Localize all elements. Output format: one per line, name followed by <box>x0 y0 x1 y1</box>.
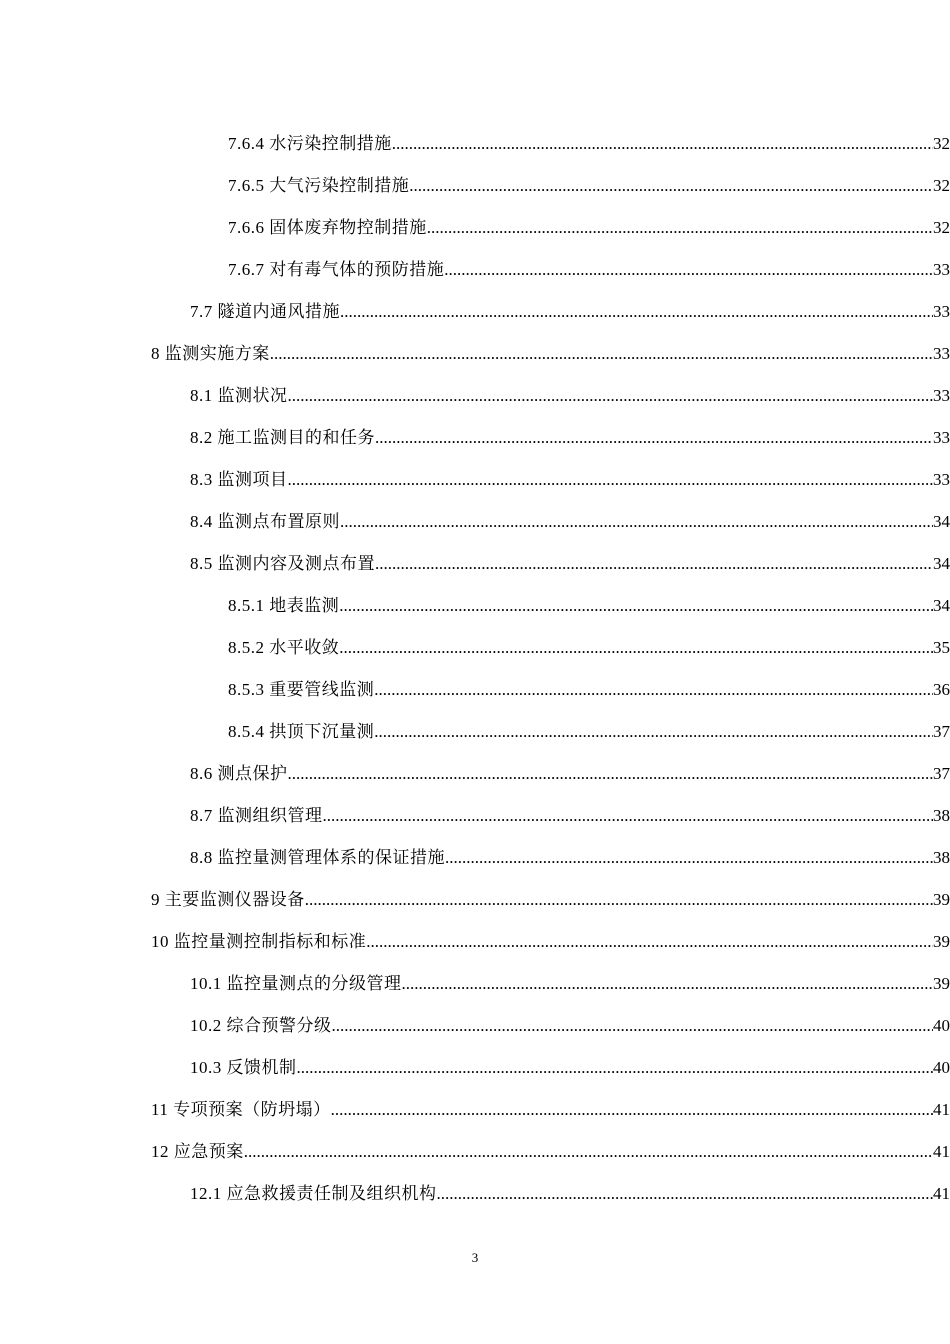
toc-dot-leader <box>402 974 934 994</box>
toc-entry-title: 8.6 测点保护 <box>190 763 288 783</box>
toc-dot-leader <box>331 1100 933 1120</box>
toc-dot-leader <box>409 176 933 196</box>
toc-entry-page: 36 <box>933 679 950 699</box>
toc-dot-leader <box>445 848 933 868</box>
toc-dot-leader <box>332 1016 934 1036</box>
toc-entry-title: 11 专项预案（防坍塌） <box>151 1099 331 1119</box>
toc-entry-page: 39 <box>933 931 950 951</box>
toc-dot-leader <box>339 638 933 658</box>
toc-entry-page: 38 <box>933 847 950 867</box>
toc-entry-page: 37 <box>933 721 950 741</box>
toc-entry-page: 32 <box>933 133 950 153</box>
toc-dot-leader <box>340 512 933 532</box>
toc-entry-page: 33 <box>933 259 950 279</box>
toc-entry[interactable] <box>0 834 950 876</box>
toc-entry-title: 9 主要监测仪器设备 <box>151 889 305 909</box>
toc-dot-leader <box>375 554 933 574</box>
toc-entry[interactable] <box>0 666 950 708</box>
page-number: 3 <box>471 1250 479 1265</box>
toc-entry-page: 40 <box>933 1057 950 1077</box>
toc-entry-page: 41 <box>933 1183 950 1203</box>
toc-entry-page: 33 <box>933 427 950 447</box>
toc-entry-page: 41 <box>933 1099 950 1119</box>
toc-dot-leader <box>244 1142 933 1162</box>
toc-entry-title: 12.1 应急救援责任制及组织机构 <box>190 1183 437 1203</box>
toc-entry[interactable] <box>0 1002 950 1044</box>
toc-entry-title: 12 应急预案 <box>151 1141 244 1161</box>
toc-entry-title: 7.6.5 大气污染控制措施 <box>228 175 410 195</box>
toc-entry[interactable] <box>0 750 950 792</box>
toc-entry-title: 7.6.7 对有毒气体的预防措施 <box>228 259 445 279</box>
toc-entry-title: 7.7 隧道内通风措施 <box>190 301 340 321</box>
toc-entry[interactable] <box>0 1086 950 1128</box>
toc-entry-title: 8.1 监测状况 <box>190 385 288 405</box>
toc-entry-title: 8.3 监测项目 <box>190 469 288 489</box>
toc-entry-title: 8.4 监测点布置原则 <box>190 511 340 531</box>
toc-dot-leader <box>444 260 933 280</box>
toc-entry[interactable] <box>0 204 950 246</box>
toc-dot-leader <box>437 1184 934 1204</box>
toc-entry[interactable] <box>0 330 950 372</box>
toc-entry-page: 33 <box>933 343 950 363</box>
toc-dot-leader <box>340 302 933 322</box>
toc-entry-title: 8 监测实施方案 <box>151 343 270 363</box>
toc-entry-page: 34 <box>933 511 950 531</box>
toc-entry[interactable] <box>0 876 950 918</box>
toc-entry[interactable] <box>0 120 950 162</box>
toc-dot-leader <box>366 932 933 952</box>
toc-dot-leader <box>427 218 933 238</box>
toc-entry-title: 8.5.1 地表监测 <box>228 595 340 615</box>
toc-entry[interactable] <box>0 708 950 750</box>
toc-dot-leader <box>339 596 933 616</box>
toc-entry[interactable] <box>0 162 950 204</box>
toc-entry-page: 39 <box>933 889 950 909</box>
toc-entry[interactable] <box>0 624 950 666</box>
toc-entry[interactable] <box>0 918 950 960</box>
toc-entry-title: 8.8 监控量测管理体系的保证措施 <box>190 847 445 867</box>
toc-entry[interactable] <box>0 540 950 582</box>
toc-entry[interactable] <box>0 1170 950 1212</box>
toc-entry-page: 40 <box>933 1015 950 1035</box>
toc-entry[interactable] <box>0 456 950 498</box>
toc-dot-leader <box>392 134 933 154</box>
toc-entry-title: 7.6.4 水污染控制措施 <box>228 133 392 153</box>
toc-entry[interactable] <box>0 1044 950 1086</box>
toc-entry-title: 7.6.6 固体废弃物控制措施 <box>228 217 427 237</box>
toc-dot-leader <box>305 890 933 910</box>
toc-dot-leader <box>374 680 933 700</box>
toc-entry-page: 38 <box>933 805 950 825</box>
toc-entry-title: 8.5.3 重要管线监测 <box>228 679 375 699</box>
toc-dot-leader <box>270 344 933 364</box>
toc-entry-title: 8.2 施工监测目的和任务 <box>190 427 375 447</box>
toc-entry-page: 39 <box>933 973 950 993</box>
toc-entry[interactable] <box>0 960 950 1002</box>
toc-entry[interactable] <box>0 288 950 330</box>
toc-entry[interactable] <box>0 1128 950 1170</box>
toc-dot-leader <box>288 470 934 490</box>
table-of-contents <box>0 120 950 1212</box>
toc-entry-page: 33 <box>933 385 950 405</box>
toc-entry-title: 10.2 综合预警分级 <box>190 1015 332 1035</box>
toc-entry-page: 41 <box>933 1141 950 1161</box>
toc-entry-page: 33 <box>933 469 950 489</box>
toc-dot-leader <box>288 386 934 406</box>
toc-entry[interactable] <box>0 372 950 414</box>
toc-entry-page: 33 <box>933 301 950 321</box>
toc-dot-leader <box>374 722 933 742</box>
toc-entry[interactable] <box>0 246 950 288</box>
toc-dot-leader <box>323 806 934 826</box>
toc-dot-leader <box>375 428 933 448</box>
toc-entry-title: 8.5.2 水平收敛 <box>228 637 340 657</box>
toc-entry-page: 35 <box>933 637 950 657</box>
toc-entry-title: 10.3 反馈机制 <box>190 1057 297 1077</box>
toc-entry-page: 37 <box>933 763 950 783</box>
toc-entry[interactable] <box>0 498 950 540</box>
toc-entry-page: 34 <box>933 553 950 573</box>
toc-dot-leader <box>297 1058 934 1078</box>
toc-entry[interactable] <box>0 582 950 624</box>
toc-entry[interactable] <box>0 414 950 456</box>
toc-entry-title: 10 监控量测控制指标和标准 <box>151 931 367 951</box>
toc-entry-title: 8.7 监测组织管理 <box>190 805 323 825</box>
toc-entry-title: 8.5 监测内容及测点布置 <box>190 553 375 573</box>
toc-entry-title: 10.1 监控量测点的分级管理 <box>190 973 402 993</box>
toc-entry-page: 32 <box>933 175 950 195</box>
toc-entry-page: 32 <box>933 217 950 237</box>
toc-entry-page: 34 <box>933 595 950 615</box>
toc-dot-leader <box>288 764 934 784</box>
toc-entry[interactable] <box>0 792 950 834</box>
toc-entry-title: 8.5.4 拱顶下沉量测 <box>228 721 375 741</box>
